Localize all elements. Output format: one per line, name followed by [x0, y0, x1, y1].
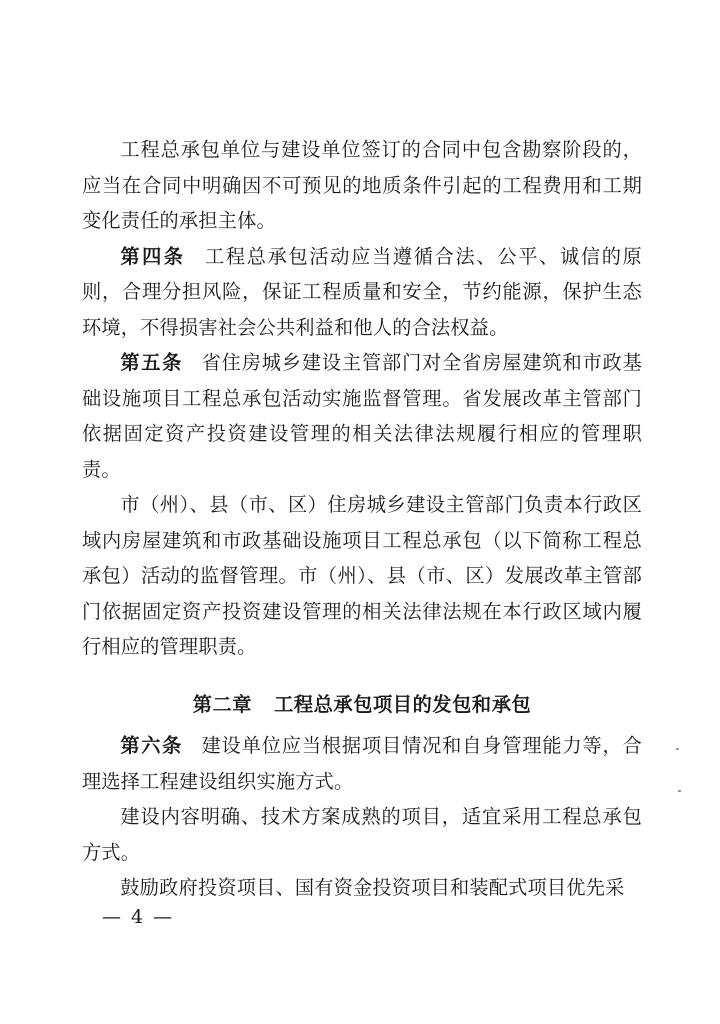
paragraph-suitable-projects: [82, 799, 642, 870]
paragraph-contract-geology: [82, 132, 642, 239]
paragraph-article-6: [82, 728, 642, 799]
document-body-bottom: [82, 728, 642, 906]
paragraph-text: 鼓励政府投资项目、国有资金投资项目和装配式项目优先采: [120, 876, 625, 899]
paragraph-article-5: [82, 345, 642, 487]
article-number: 第四条: [120, 244, 186, 268]
chapter-title-text: 工程总承包项目的发包和承包: [274, 693, 532, 716]
paragraph-text: 工程总承包活动应当遵循合法、公平、诚信的原则，合理分担风险，保证工程质量和安全，节约能源，保护生态环境，不得损害社会公共利益和他人的合法权益。: [82, 244, 643, 339]
paragraph-encouraged-projects: [82, 870, 642, 906]
article-number: 第五条: [120, 351, 183, 374]
chapter-heading: [82, 690, 642, 717]
scan-speck: [678, 790, 681, 792]
article-number: 第六条: [120, 734, 183, 757]
page-number: — 4 —: [102, 906, 175, 928]
paragraph-article-4: [82, 239, 642, 346]
scan-speck: [676, 748, 679, 750]
paragraph-text: 工程总承包单位与建设单位签订的合同中包含勘察阶段的，应当在合同中明确因不可预见的地质条件引起的工程费用和工期变化责任的承担主体。: [82, 138, 642, 232]
paragraph-text: 省住房城乡建设主管部门对全省房屋建筑和市政基础设施项目工程总承包活动实施监督管理。省发展改革主管部门依据固定资产投资建设管理的相关法律法规履行相应的管理职责。: [82, 351, 642, 481]
chapter-number: 第二章: [192, 693, 253, 716]
paragraph-local-supervision: [82, 487, 642, 665]
paragraph-text: 建设内容明确、技术方案成熟的项目，适宜采用工程总承包方式。: [82, 805, 642, 864]
document-body-top: [82, 132, 642, 665]
paragraph-text: 市（州）、县（市、区）住房城乡建设主管部门负责本行政区域内房屋建筑和市政基础设施项目工程总承包（以下简称工程总承包）活动的监督管理。市（州）、县（市、区）发展改革主管部门依据固定资产投资建设管理的相关法律法规在本行政区域内履行相应的管理职责。: [82, 493, 642, 658]
paragraph-text: 建设单位应当根据项目情况和自身管理能力等，合理选择工程建设组织实施方式。: [82, 734, 642, 793]
